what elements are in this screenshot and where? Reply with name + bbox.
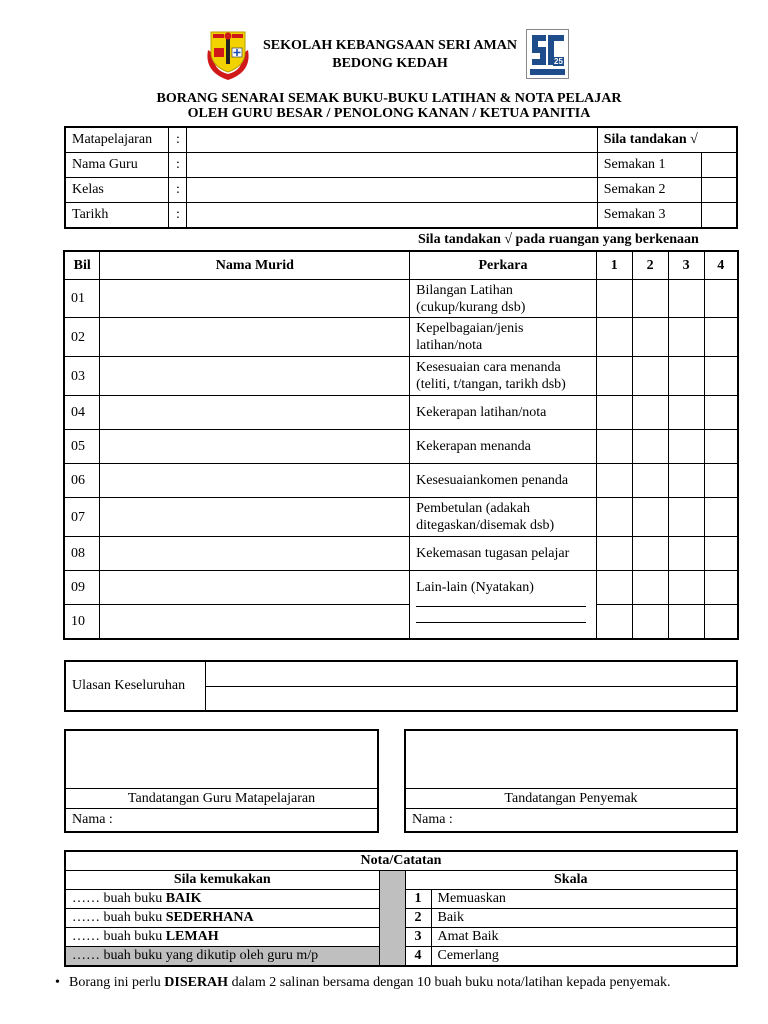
student-name-field[interactable] xyxy=(100,464,410,498)
skala-header: Skala xyxy=(405,871,737,890)
reviewer-signature-label: Tandatangan Penyemak xyxy=(406,789,736,809)
perkara-line: Kesesuaian cara menanda xyxy=(416,360,561,375)
student-name-field[interactable] xyxy=(100,318,410,357)
perkara-cell xyxy=(410,357,597,396)
perkara-cell: Kekerapan menanda xyxy=(410,430,597,464)
perkara-cell xyxy=(410,498,597,537)
info-label: Matapelajaran xyxy=(65,127,169,153)
tick-cell[interactable] xyxy=(668,571,704,605)
footnote-before: Borang ini perlu xyxy=(69,975,165,990)
student-name-field[interactable] xyxy=(100,430,410,464)
school-name-block xyxy=(200,37,580,73)
col-header-3: 3 xyxy=(668,251,704,280)
scale-number: 4 xyxy=(405,947,431,967)
tick-cell[interactable] xyxy=(668,537,704,571)
kelas-field[interactable] xyxy=(187,178,597,203)
bil-cell: 02 xyxy=(64,318,100,357)
perkara-cell xyxy=(410,318,597,357)
scale-label: Baik xyxy=(431,909,737,928)
tick-cell[interactable] xyxy=(596,537,632,571)
ulasan-table xyxy=(64,660,738,712)
perkara-cell: Kekerapan latihan/nota xyxy=(410,396,597,430)
perkara-line: latihan/nota xyxy=(416,338,483,353)
tick-cell[interactable] xyxy=(704,464,738,498)
tick-cell[interactable] xyxy=(668,396,704,430)
ulasan-line-1[interactable] xyxy=(205,661,737,686)
nota-prefix: …… buah buku xyxy=(72,929,163,944)
info-row-matapelajaran xyxy=(65,127,737,153)
tick-cell[interactable] xyxy=(704,605,738,639)
info-label: Kelas xyxy=(65,178,169,203)
table-row xyxy=(64,430,738,464)
school-location: BEDONG KEDAH xyxy=(332,56,448,71)
tick-cell[interactable] xyxy=(704,430,738,464)
table-header-row xyxy=(64,251,738,280)
footnote-after: dalam 2 salinan bersama dengan 10 buah buku nota/latihan kepada penyemak. xyxy=(228,975,671,990)
perkara-cell: Kesesuaiankomen penanda xyxy=(410,464,597,498)
info-label: Tarikh xyxy=(65,203,169,229)
tick-cell[interactable] xyxy=(704,357,738,396)
bil-cell: 06 xyxy=(64,464,100,498)
tick-cell[interactable] xyxy=(596,605,632,639)
colon: : xyxy=(169,153,187,178)
info-label: Nama Guru xyxy=(65,153,169,178)
tick-cell[interactable] xyxy=(632,537,668,571)
table-row xyxy=(64,605,738,639)
school-name: SEKOLAH KEBANGSAAN SERI AMAN xyxy=(263,38,517,53)
info-row-nama-guru xyxy=(65,153,737,178)
emblem-number: 25 xyxy=(554,57,563,66)
student-name-field[interactable] xyxy=(100,280,410,318)
tick-cell[interactable] xyxy=(668,498,704,537)
teacher-info-table xyxy=(64,126,738,229)
perkara-cell xyxy=(410,571,597,639)
nota-title: Nota/Catatan xyxy=(65,851,737,871)
nota-prefix: …… buah buku xyxy=(72,910,163,925)
colon: : xyxy=(169,178,187,203)
teacher-signature-box xyxy=(64,729,379,833)
tick-cell[interactable] xyxy=(596,430,632,464)
nota-item-sederhana xyxy=(65,909,379,928)
form-title-line1: BORANG SENARAI SEMAK BUKU-BUKU LATIHAN & NOTA PELAJAR xyxy=(156,91,622,106)
semakan-3-checkbox[interactable] xyxy=(701,203,737,229)
table-row xyxy=(64,537,738,571)
form-title-line2: OLEH GURU BESAR / PENOLONG KANAN / KETUA PANITIA xyxy=(187,106,591,121)
teacher-signature-label: Tandatangan Guru Matapelajaran xyxy=(66,789,377,809)
scale-label: Cemerlang xyxy=(431,947,737,967)
tarikh-field[interactable] xyxy=(187,203,597,229)
tick-cell[interactable] xyxy=(704,571,738,605)
tick-cell[interactable] xyxy=(632,357,668,396)
tick-cell[interactable] xyxy=(596,318,632,357)
tick-header: Sila tandakan √ xyxy=(597,127,737,153)
tick-cell[interactable] xyxy=(596,464,632,498)
tick-cell[interactable] xyxy=(596,498,632,537)
semakan-1-checkbox[interactable] xyxy=(701,153,737,178)
reviewer-signature-box xyxy=(404,729,738,833)
nota-item-baik xyxy=(65,890,379,909)
footnote-bold: DISERAH xyxy=(164,975,229,990)
tick-cell[interactable] xyxy=(596,357,632,396)
scale-number: 3 xyxy=(405,928,431,947)
colon: : xyxy=(169,203,187,229)
matapelajaran-field[interactable] xyxy=(187,127,597,153)
tick-cell[interactable] xyxy=(596,280,632,318)
ulasan-label: Ulasan Keseluruhan xyxy=(65,661,205,711)
student-name-field[interactable] xyxy=(100,571,410,605)
nota-item-label: LEMAH xyxy=(165,929,219,944)
perkara-line: (cukup/kurang dsb) xyxy=(416,299,526,315)
tick-cell[interactable] xyxy=(704,318,738,357)
perkara-line: ditegaskan/disemak dsb) xyxy=(416,518,555,533)
nota-item-label: BAIK xyxy=(165,891,202,906)
info-row-kelas xyxy=(65,178,737,203)
tick-cell[interactable] xyxy=(632,430,668,464)
nota-table xyxy=(64,850,738,967)
semakan-label: Semakan 1 xyxy=(597,153,701,178)
student-name-field[interactable] xyxy=(100,537,410,571)
tick-cell[interactable] xyxy=(668,430,704,464)
nota-item-label: SEDERHANA xyxy=(165,910,254,925)
bil-cell: 01 xyxy=(64,280,100,318)
perkara-line: Pembetulan (adakah xyxy=(416,501,531,516)
ulasan-line-2[interactable] xyxy=(205,686,737,711)
scale-label: Memuaskan xyxy=(431,890,737,909)
separator-column xyxy=(379,871,405,967)
nama-guru-field[interactable] xyxy=(187,153,597,178)
nama-murid-header: Nama Murid xyxy=(100,251,410,280)
perkara-cell: Kekemasan tugasan pelajar xyxy=(410,537,597,571)
reviewer-name-field[interactable]: Nama : xyxy=(412,812,453,827)
table-row xyxy=(64,396,738,430)
bil-header: Bil xyxy=(64,251,100,280)
student-name-field[interactable] xyxy=(100,498,410,537)
student-name-field[interactable] xyxy=(100,396,410,430)
scale-number: 1 xyxy=(405,890,431,909)
tick-cell[interactable] xyxy=(704,498,738,537)
tick-cell[interactable] xyxy=(704,280,738,318)
tick-cell[interactable] xyxy=(668,464,704,498)
bil-cell: 08 xyxy=(64,537,100,571)
info-row-tarikh xyxy=(65,203,737,229)
table-row xyxy=(64,498,738,537)
perkara-line: Kepelbagaian/jenis xyxy=(416,321,524,336)
bullet-icon: • xyxy=(55,975,60,990)
tick-cell[interactable] xyxy=(632,318,668,357)
student-name-field[interactable] xyxy=(100,605,410,639)
col-header-4: 4 xyxy=(704,251,738,280)
form-title xyxy=(0,91,768,121)
tick-cell[interactable] xyxy=(632,464,668,498)
bil-cell: 09 xyxy=(64,571,100,605)
tick-cell[interactable] xyxy=(704,537,738,571)
tick-cell[interactable] xyxy=(632,605,668,639)
school-emblem-logo xyxy=(526,29,569,79)
nota-item-lemah xyxy=(65,928,379,947)
tick-cell[interactable] xyxy=(596,571,632,605)
lain-lain-line-2[interactable] xyxy=(416,607,586,623)
tick-cell[interactable] xyxy=(632,396,668,430)
col-header-1: 1 xyxy=(596,251,632,280)
table-row xyxy=(64,280,738,318)
reviewer-signature-area[interactable] xyxy=(406,731,736,789)
tick-cell[interactable] xyxy=(668,357,704,396)
teacher-name-field[interactable]: Nama : xyxy=(72,812,113,827)
lain-lain-line-1[interactable] xyxy=(416,596,586,607)
table-row xyxy=(64,357,738,396)
tick-cell[interactable] xyxy=(632,498,668,537)
nota-prefix: …… buah buku xyxy=(72,891,163,906)
sila-kemukakan-header: Sila kemukakan xyxy=(65,871,379,890)
perkara-header: Perkara xyxy=(410,251,597,280)
bil-cell: 04 xyxy=(64,396,100,430)
bil-cell: 05 xyxy=(64,430,100,464)
teacher-signature-area[interactable] xyxy=(66,731,377,789)
tick-cell[interactable] xyxy=(632,571,668,605)
checklist-table xyxy=(63,250,739,640)
col-header-2: 2 xyxy=(632,251,668,280)
table-row xyxy=(64,464,738,498)
tick-instruction: Sila tandakan √ pada ruangan yang berkenaan xyxy=(418,232,699,247)
tick-cell[interactable] xyxy=(668,318,704,357)
semakan-2-checkbox[interactable] xyxy=(701,178,737,203)
colon: : xyxy=(169,127,187,153)
perkara-line: Bilangan Latihan xyxy=(416,282,513,298)
tick-cell[interactable] xyxy=(632,280,668,318)
table-row xyxy=(64,318,738,357)
bil-cell: 07 xyxy=(64,498,100,537)
tick-cell[interactable] xyxy=(596,396,632,430)
semakan-label: Semakan 2 xyxy=(597,178,701,203)
perkara-line: (teliti, t/tangan, tarikh dsb) xyxy=(416,377,566,392)
bil-cell: 10 xyxy=(64,605,100,639)
table-row xyxy=(64,571,738,605)
student-name-field[interactable] xyxy=(100,357,410,396)
scale-label: Amat Baik xyxy=(431,928,737,947)
perkara-line: Lain-lain (Nyatakan) xyxy=(416,580,534,595)
tick-cell[interactable] xyxy=(668,280,704,318)
scale-number: 2 xyxy=(405,909,431,928)
bil-cell: 03 xyxy=(64,357,100,396)
tick-cell[interactable] xyxy=(704,396,738,430)
perkara-cell xyxy=(410,280,597,318)
tick-cell[interactable] xyxy=(668,605,704,639)
semakan-label: Semakan 3 xyxy=(597,203,701,229)
nota-item-dikutip: …… buah buku yang dikutip oleh guru m/p xyxy=(65,947,379,967)
footnote xyxy=(55,975,670,991)
